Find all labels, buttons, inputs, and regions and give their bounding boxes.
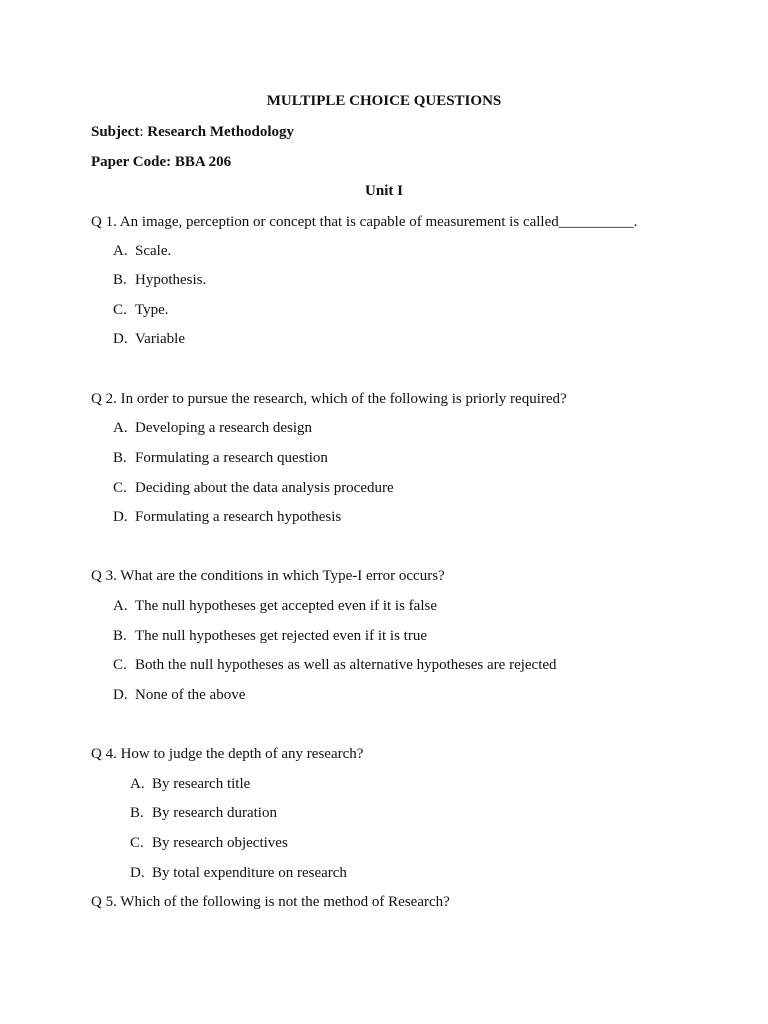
- option-3c: [113, 656, 557, 674]
- option-4c: [130, 834, 288, 852]
- question-3: Q 3. What are the conditions in which Type-I error occurs?: [91, 568, 445, 584]
- subject-colon: :: [139, 124, 148, 140]
- subject-line: [91, 123, 294, 141]
- option-1b: [113, 271, 206, 289]
- option-letter: D.: [113, 509, 128, 525]
- option-letter: A.: [113, 243, 128, 259]
- question-2: Q 2. In order to pursue the research, which of the following is priorly required?: [91, 391, 567, 407]
- option-2a: [113, 419, 312, 437]
- option-text: Scale.: [135, 243, 172, 259]
- option-letter: A.: [113, 420, 128, 436]
- option-text: Deciding about the data analysis procedure: [135, 480, 394, 496]
- option-text: By research objectives: [152, 835, 288, 851]
- option-4d: [130, 864, 347, 882]
- question-4: Q 4. How to judge the depth of any research?: [91, 746, 364, 762]
- question-1: Q 1. An image, perception or concept that is capable of measurement is called__________.: [91, 214, 638, 230]
- option-1d: [113, 330, 185, 348]
- option-letter: D.: [130, 865, 145, 881]
- option-letter: A.: [130, 776, 145, 792]
- subject-value: Research Methodology: [147, 124, 295, 140]
- option-1c: [113, 301, 169, 319]
- option-2b: [113, 449, 328, 467]
- option-4b: [130, 804, 277, 822]
- paper-code: Paper Code: BBA 206: [91, 154, 232, 170]
- option-letter: C.: [130, 835, 144, 851]
- option-3b: [113, 627, 427, 645]
- unit-heading: Unit I: [365, 183, 403, 199]
- question-5: Q 5. Which of the following is not the method of Research?: [91, 894, 450, 910]
- option-text: Developing a research design: [135, 420, 313, 436]
- option-text: The null hypotheses get rejected even if it is true: [135, 628, 427, 644]
- option-text: Formulating a research question: [135, 450, 328, 466]
- option-text: By research duration: [152, 805, 277, 821]
- option-letter: C.: [113, 657, 127, 673]
- option-text: By research title: [152, 776, 251, 792]
- option-text: Variable: [135, 331, 185, 347]
- option-letter: B.: [113, 272, 127, 288]
- page-title: MULTIPLE CHOICE QUESTIONS: [266, 93, 502, 109]
- option-letter: A.: [113, 598, 128, 614]
- option-4a: [130, 775, 250, 793]
- option-letter: B.: [113, 450, 127, 466]
- option-letter: C.: [113, 480, 127, 496]
- option-text: None of the above: [135, 687, 246, 703]
- option-text: Type.: [135, 302, 169, 318]
- option-text: The null hypotheses get accepted even if it is false: [135, 598, 437, 614]
- option-letter: C.: [113, 302, 127, 318]
- option-letter: B.: [130, 805, 144, 821]
- option-letter: B.: [113, 628, 127, 644]
- option-text: Formulating a research hypothesis: [135, 509, 342, 525]
- option-1a: [113, 242, 171, 260]
- subject-label: Subject: [91, 124, 140, 140]
- option-text: Hypothesis.: [135, 272, 207, 288]
- option-text: Both the null hypotheses as well as alternative hypotheses are rejected: [135, 657, 557, 673]
- option-letter: D.: [113, 687, 128, 703]
- option-text: By total expenditure on research: [152, 865, 347, 881]
- option-2c: [113, 479, 394, 497]
- option-3a: [113, 597, 437, 615]
- option-3d: [113, 686, 245, 704]
- option-letter: D.: [113, 331, 128, 347]
- option-2d: [113, 508, 341, 526]
